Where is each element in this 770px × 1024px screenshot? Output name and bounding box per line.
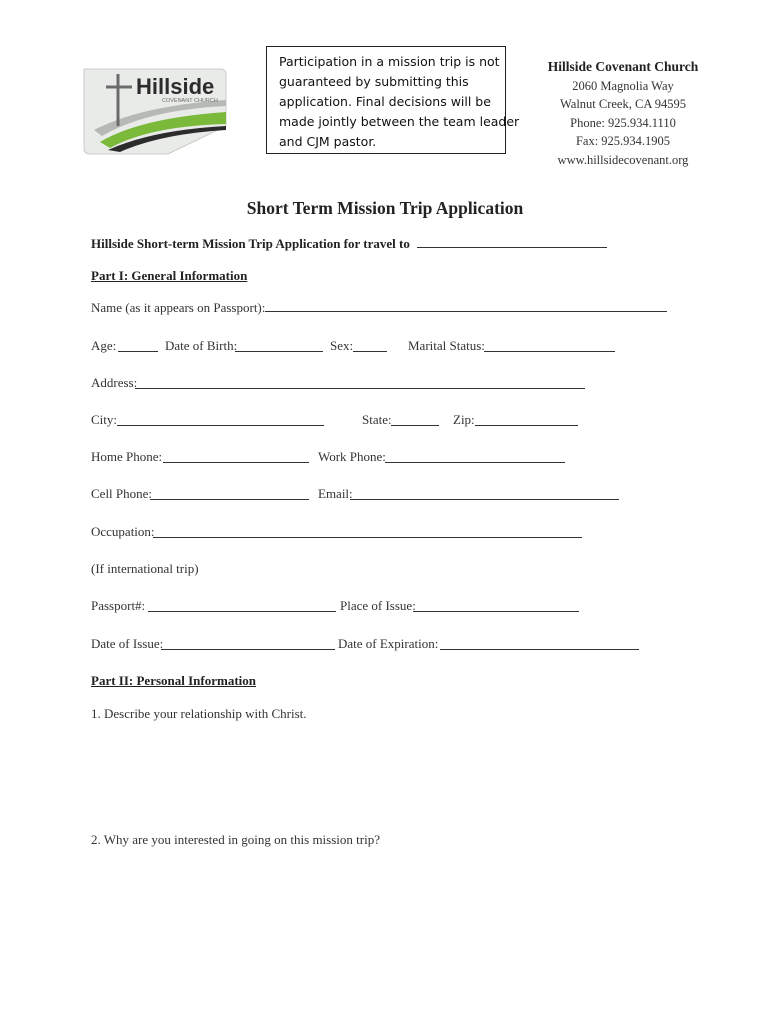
city-label: City: [91,412,118,427]
notice-line: application. Final decisions will be [279,94,491,109]
notice-line: Participation in a mission trip is not [279,54,500,69]
state-field[interactable] [391,414,439,426]
church-address-line1: 2060 Magnolia Way [572,78,674,93]
sex-field[interactable] [353,340,387,352]
church-logo [80,66,228,156]
travel-label: Hillside Short-term Mission Trip Application for travel to [91,236,410,251]
email-label: Email: [318,486,353,501]
part2-heading: Part II: Personal Information [91,673,257,688]
international-trip-note: (If international trip) [91,561,199,576]
date-of-expiration-field[interactable] [440,638,639,650]
passport-label: Passport#: [91,598,146,613]
cell-phone-field[interactable] [150,488,309,500]
passport-field[interactable] [148,600,336,612]
travel-destination-field[interactable] [417,236,607,248]
notice-line: and CJM pastor. [279,134,377,149]
question-2: 2. Why are you interested in going on this mission trip? [91,832,380,847]
travel-destination-row [91,236,607,252]
cell-phone-label: Cell Phone: [91,486,153,501]
name-label: Name (as it appears on Passport): [91,300,266,315]
church-phone: Phone: 925.934.1110 [570,115,676,130]
sex-label: Sex: [330,338,354,353]
question-1: 1. Describe your relationship with Christ. [91,706,307,721]
zip-field[interactable] [475,414,578,426]
marital-status-field[interactable] [484,340,615,352]
question-2-answer-area[interactable] [91,852,681,992]
date-of-issue-label: Date of Issue: [91,636,164,651]
marital-status-label: Marital Status: [408,338,485,353]
address-label: Address: [91,375,138,390]
name-field[interactable] [265,300,667,312]
dob-label: Date of Birth: [165,338,238,353]
church-website: www.hillsidecovenant.org [557,152,689,167]
church-contact-block [536,58,710,170]
occupation-label: Occupation: [91,524,155,539]
date-of-expiration-label: Date of Expiration: [338,636,439,651]
work-phone-label: Work Phone: [318,449,386,464]
dob-field[interactable] [235,340,323,352]
age-label: Age: [91,338,117,353]
logo-wordmark: Hillside [136,74,215,99]
date-of-issue-field[interactable] [161,638,335,650]
zip-label: Zip: [453,412,475,427]
church-name: Hillside Covenant Church [547,59,699,74]
notice-line: guaranteed by submitting this [279,74,469,89]
church-address-line2: Walnut Creek, CA 94595 [559,97,687,112]
notice-line: made jointly between the team leader [279,114,520,129]
church-fax: Fax: 925.934.1905 [575,134,671,149]
place-of-issue-label: Place of Issue: [340,598,416,613]
email-field[interactable] [350,488,619,500]
address-field[interactable] [135,377,585,389]
notice-box [266,46,520,154]
form-title: Short Term Mission Trip Application [246,198,524,218]
part1-heading: Part I: General Information [91,268,248,283]
work-phone-field[interactable] [385,451,565,463]
occupation-field[interactable] [153,526,582,538]
question-1-answer-area[interactable] [91,726,681,822]
city-field[interactable] [117,414,324,426]
home-phone-field[interactable] [163,451,309,463]
home-phone-label: Home Phone: [91,449,163,464]
age-field[interactable] [118,340,158,352]
state-label: State: [362,412,392,427]
name-row [91,300,667,316]
place-of-issue-field[interactable] [413,600,579,612]
logo-subtitle: COVENANT CHURCH [162,98,218,104]
